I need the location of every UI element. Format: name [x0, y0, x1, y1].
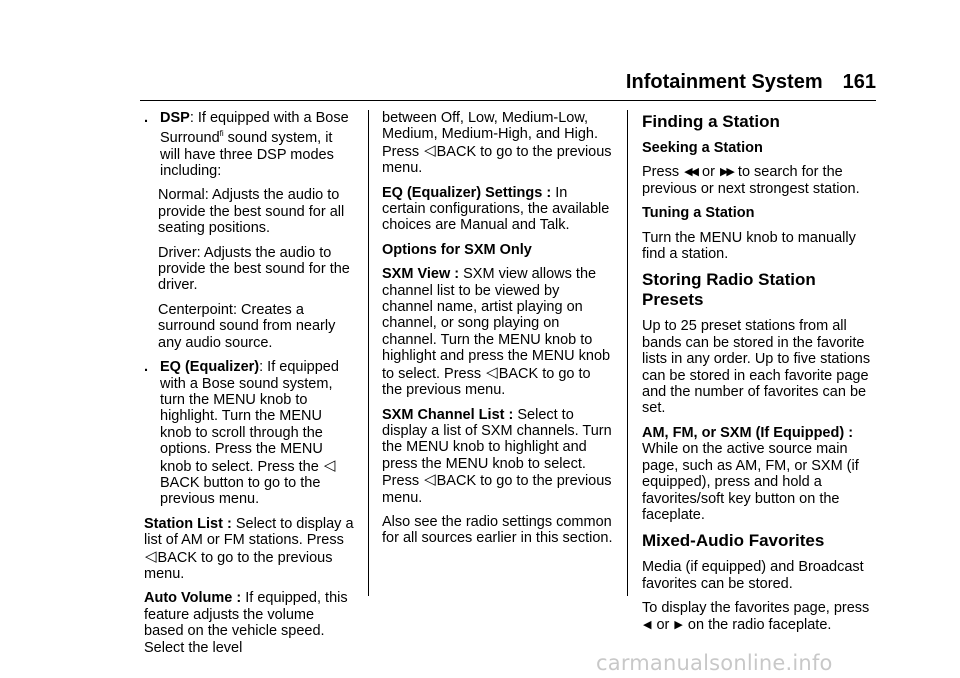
- sxm-channel-list-text-cont: BACK to go to the previous menu.: [382, 473, 612, 506]
- heading-sxm-options: Options for SXM Only: [382, 241, 532, 258]
- auto-volume-text: If equipped, this feature adjusts the volume based on the vehicle speed. Select the level: [144, 590, 348, 656]
- dsp-text: : If equipped with a Bose Surround: [160, 110, 349, 147]
- back-triangle-icon: ◁: [145, 546, 157, 565]
- eq-text-cont: BACK button to go to the previous menu.: [160, 474, 321, 508]
- dsp-mode-centerpoint: Centerpoint: Creates a surround sound from nearly any audio source.: [158, 301, 336, 351]
- eq-text: : If equipped with a Bose sound system, turn the MENU knob to highlight. Turn the MENU knob to scroll through the options. Press the MENU knob to select. Press the: [160, 359, 339, 475]
- sxm-view-text-cont: BACK to go to the previous menu.: [382, 365, 591, 399]
- term-eq: EQ (Equalizer): [160, 359, 260, 376]
- back-triangle-icon: ◁: [486, 362, 498, 381]
- paragraph-storing: Up to 25 preset stations from all bands can be stored in the favorite lists in any order. Up to five stations can be stored in each favorite page and the number of favorites can be set.: [642, 318, 871, 417]
- column-divider: [627, 110, 628, 596]
- term-eq-settings: EQ (Equalizer) Settings :: [382, 184, 552, 201]
- dsp-mode-driver: Driver: Adjusts the audio to provide the best sound for the driver.: [158, 244, 350, 294]
- display-text: To display the favorites page, press: [642, 600, 870, 617]
- header-rule: [140, 100, 876, 101]
- bullet-icon: .: [144, 359, 149, 376]
- term-sxm-channel-list: SXM Channel List :: [382, 406, 514, 423]
- paragraph-also-see: Also see the radio settings common for all sources earlier in this section.: [382, 513, 613, 547]
- list-item-dsp: [144, 110, 356, 179]
- eq-settings-text: In certain configurations, the available choices are Manual and Talk.: [382, 184, 610, 234]
- list-item-eq: [144, 359, 356, 508]
- page-header: [560, 66, 876, 98]
- paragraph-sxm-channel-list: [382, 407, 614, 506]
- display-text-cont: on the radio faceplate.: [683, 616, 832, 633]
- paragraph-eq-settings: [382, 185, 614, 234]
- seeking-text-cont: to search for the previous or next strongest station.: [642, 164, 860, 197]
- column-3: [642, 110, 874, 641]
- seeking-text-or: or: [698, 164, 719, 181]
- trademark-superscript: fi: [219, 129, 224, 139]
- paragraph-tuning: Turn the MENU knob to manually find a station.: [642, 229, 856, 263]
- seeking-text: Press: [642, 164, 684, 181]
- heading-tuning-station: Tuning a Station: [642, 205, 755, 222]
- right-arrow-icon: ▶: [674, 617, 683, 631]
- column-2: [382, 110, 614, 555]
- paragraph-sxm-view: [382, 266, 614, 398]
- paragraph-seeking: [642, 164, 874, 197]
- level-text-cont: BACK to go to the previous menu.: [382, 143, 612, 177]
- heading-mixed-audio: Mixed-Audio Favorites: [642, 531, 825, 551]
- term-station-list: Station List :: [144, 515, 232, 532]
- back-triangle-icon: ◁: [424, 140, 436, 159]
- dsp-text-cont: sound system, it will have three DSP modes including:: [160, 130, 334, 180]
- heading-seeking-station: Seeking a Station: [642, 140, 763, 156]
- paragraph-station-list: [144, 516, 356, 583]
- am-fm-sxm-text: While on the active source main page, such as AM, FM, or SXM (if equipped), press and hold a favorites/soft key button on the faceplate.: [642, 441, 859, 523]
- station-list-text: Select to display a list of AM or FM stations. Press: [144, 515, 354, 549]
- back-triangle-icon: ◁: [323, 455, 336, 474]
- sxm-view-text: SXM view allows the channel list to be viewed by channel name, artist playing on channel, or song playing on channel. Turn the MENU knob to highlight and press the MENU knob to select. Press: [382, 266, 611, 382]
- display-text-or: or: [652, 616, 674, 633]
- level-text: between Off, Low, Medium-Low, Medium, Medium-High, and High. Press: [382, 110, 598, 160]
- seek-next-icon: ▶▶: [719, 165, 733, 179]
- column-1: [144, 110, 356, 664]
- term-sxm-view: SXM View :: [382, 266, 460, 283]
- bullet-icon: .: [144, 110, 149, 126]
- station-list-text-cont: BACK to go to the previous menu.: [144, 549, 333, 582]
- back-triangle-icon: ◁: [424, 470, 436, 489]
- term-dsp: DSP: [160, 110, 190, 126]
- paragraph-level: [382, 110, 614, 177]
- paragraph-am-fm-sxm: [642, 425, 874, 523]
- term-auto-volume: Auto Volume :: [144, 590, 242, 607]
- watermark-text: carmanualsonline.info: [596, 651, 833, 675]
- paragraph-display-favorites: [642, 600, 874, 633]
- heading-storing-presets: Storing Radio Station Presets: [642, 270, 816, 310]
- seek-previous-icon: ◀◀: [684, 165, 698, 179]
- heading-finding-station: Finding a Station: [642, 112, 780, 131]
- paragraph-mixed-audio: Media (if equipped) and Broadcast favorites can be stored.: [642, 559, 864, 592]
- page-number: 161: [842, 71, 876, 93]
- dsp-mode-normal: Normal: Adjusts the audio to provide the best sound for all seating positions.: [158, 187, 345, 237]
- paragraph-auto-volume: [144, 590, 356, 656]
- section-title: Infotainment System: [625, 71, 823, 93]
- left-arrow-icon: ◀: [643, 617, 652, 631]
- term-am-fm-sxm: AM, FM, or SXM (If Equipped) :: [642, 424, 854, 441]
- sxm-channel-list-text: Select to display a list of SXM channels. Turn the MENU knob to highlight and press the MENU knob to select. Press: [382, 406, 612, 490]
- column-divider: [368, 110, 369, 596]
